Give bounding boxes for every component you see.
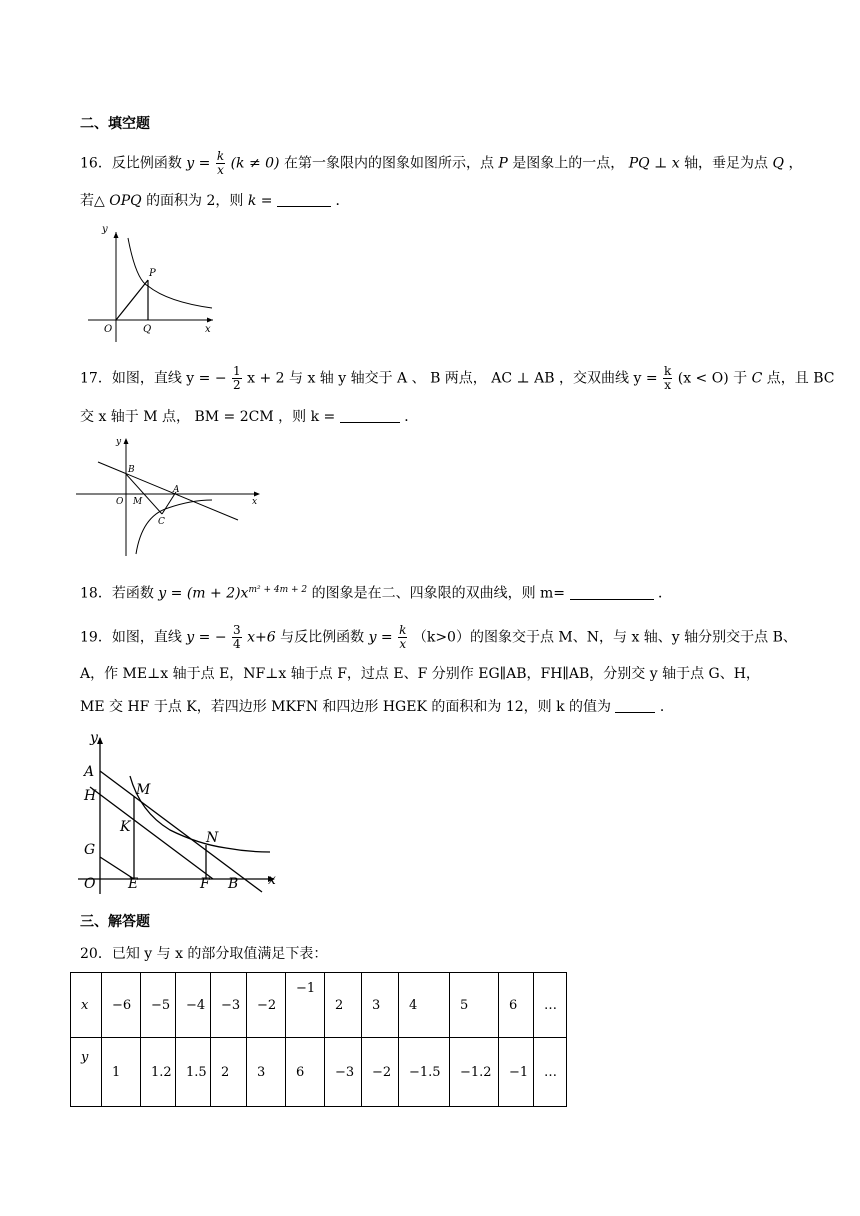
q17-frac1-den: 2	[233, 378, 241, 392]
fig19-label-e: E	[128, 876, 139, 892]
q16-number: 16．反比例函数	[80, 155, 182, 172]
table-cell: 6	[499, 973, 534, 1038]
q19-text-2: （k>0）的图象交于点 M、N，与 x 轴、y 轴分别交于点 B、	[412, 629, 797, 646]
q19-frac1-num: 3	[233, 623, 241, 637]
table-cell: …	[534, 973, 567, 1038]
q18-end: ．	[657, 585, 672, 602]
fig16-x-arrow-icon	[207, 318, 213, 323]
table-cell: −5	[141, 973, 176, 1038]
q17-point-c: C	[751, 370, 763, 387]
q17-fraction-1	[232, 365, 242, 392]
q19-frac2-den: x	[399, 637, 407, 651]
fig19-label-n: N	[206, 830, 219, 846]
table-cell: −1	[499, 1038, 534, 1107]
q18-answer-blank[interactable]	[570, 585, 654, 600]
q16-text-6: 的面积为 2，则	[146, 193, 244, 209]
table-cell: −1.2	[450, 1038, 499, 1107]
table-cell: 1.2	[141, 1038, 176, 1107]
q17-text-4: 点，且 BC	[766, 370, 835, 387]
table-cell: −2	[247, 973, 286, 1038]
fig19-label-g: G	[84, 842, 96, 858]
fig17-label-a: A	[173, 485, 180, 495]
q17-ac-perp: AC ⊥ AB	[491, 370, 555, 387]
q18-exponent: m² + 4m + 2	[248, 585, 308, 595]
question-16-line-2	[80, 191, 349, 211]
q17-number: 17．如图，直线	[80, 370, 182, 387]
table-cell: 2	[325, 973, 362, 1038]
table-cell: 3	[362, 973, 399, 1038]
question-19-line-2	[80, 664, 760, 684]
q16-text-1: 在第一象限内的图象如图所示，点	[283, 155, 494, 172]
value-table	[70, 972, 567, 1107]
fig19-label-y: y	[90, 730, 98, 746]
q17-k: k =	[310, 409, 336, 425]
fig19-label-f: F	[200, 876, 210, 892]
question-19-line-1	[80, 624, 797, 651]
q19-end: ．	[659, 699, 674, 715]
fig19-line-fh	[90, 787, 213, 879]
table-cell: 4	[399, 973, 450, 1038]
fig19-hyperbola	[130, 776, 270, 852]
fig16-hyperbola	[128, 238, 212, 308]
figure-19	[78, 726, 283, 896]
q16-fraction	[216, 150, 225, 177]
q16-frac-den: x	[217, 163, 224, 177]
fig19-label-h: H	[84, 788, 97, 804]
q19-text-4: ME 交 HF 于点 K，若四边形 MKFN 和四边形 HGEK 的面积和为 12，则 k 的值为	[80, 699, 612, 715]
q17-end: ．	[404, 409, 419, 425]
q19-fraction-2	[398, 624, 407, 651]
figure-16	[88, 222, 218, 342]
q17-bm-eq: BM = 2CM	[194, 409, 274, 425]
q16-condition: (k ≠ 0)	[230, 155, 280, 172]
table-cell: 5	[450, 973, 499, 1038]
q17-frac1-num: 1	[233, 364, 241, 378]
q19-fraction-1	[232, 624, 242, 651]
q17-eq1-left: y = −	[186, 370, 227, 387]
fig16-label-y: y	[102, 224, 108, 235]
q17-text-5: 交 x 轴于 M 点，	[80, 409, 191, 425]
section-heading-solve: 三、解答题	[80, 914, 150, 930]
q18-text-1: 的图象是在二、四象限的双曲线，则 m=	[311, 585, 566, 602]
q17-text-2: ，交双曲线	[559, 370, 630, 387]
question-19-line-3	[80, 697, 674, 717]
fig17-segment-ac	[162, 492, 176, 514]
q19-answer-blank[interactable]	[615, 698, 655, 713]
q18-number: 18．若函数	[80, 585, 154, 602]
q19-eq2-left: y =	[368, 629, 393, 646]
table-cell: −2	[362, 1038, 399, 1107]
q16-k: k =	[247, 193, 273, 209]
fig17-label-m: M	[133, 497, 143, 507]
table-cell: 1	[102, 1038, 141, 1107]
q19-text-1: 与反比例函数	[280, 629, 365, 646]
q16-text-3: 轴，垂足为点	[684, 155, 769, 172]
q19-eq1-right: x+6	[247, 629, 276, 646]
fig19-label-a: A	[84, 764, 95, 780]
q16-triangle-opq: OPQ	[109, 193, 142, 209]
fig17-x-arrow-icon	[254, 492, 260, 497]
fig17-label-o: O	[116, 497, 124, 507]
table-row-y	[71, 1038, 567, 1107]
q17-text-3: 于	[733, 370, 748, 387]
table-row-x	[71, 973, 567, 1038]
question-20: 20．已知 y 与 x 的部分取值满足下表：	[80, 946, 328, 962]
q16-answer-blank[interactable]	[277, 192, 331, 207]
table-cell: −1.5	[399, 1038, 450, 1107]
table-cell: …	[534, 1038, 567, 1107]
table-cell: −3	[325, 1038, 362, 1107]
question-18	[80, 580, 672, 604]
fig17-label-x: x	[252, 497, 258, 507]
fig17-hyperbola	[136, 500, 212, 554]
fig17-label-y: y	[116, 437, 122, 447]
fig17-line-ab	[98, 462, 238, 520]
table-cell: 3	[247, 1038, 286, 1107]
q17-answer-blank[interactable]	[340, 408, 400, 423]
figure-17	[76, 436, 266, 558]
table-cell: 2	[211, 1038, 247, 1107]
q16-point-p: P	[498, 155, 508, 172]
q16-text-4: ，	[788, 155, 803, 172]
table-cell: −6	[102, 973, 141, 1038]
q16-text-2: 是图象上的一点，	[512, 155, 625, 172]
q16-pq-perp: PQ ⊥ x	[628, 155, 680, 172]
q19-eq1-left: y = −	[186, 629, 227, 646]
fig17-label-c: C	[158, 517, 165, 527]
fig17-label-b: B	[128, 465, 135, 475]
fig16-label-p: P	[149, 268, 156, 279]
q17-frac2-den: x	[664, 378, 672, 392]
table-cell: −3	[211, 973, 247, 1038]
table-cell: −4	[176, 973, 211, 1038]
table-cell: 1.5	[176, 1038, 211, 1107]
fig16-label-x: x	[205, 324, 211, 335]
q18-equation: y = (m + 2)x	[158, 585, 249, 602]
fig16-label-o: O	[104, 324, 113, 335]
fig16-label-q: Q	[143, 324, 152, 335]
q17-condition: (x < O)	[677, 370, 729, 387]
q17-eq1-right: x + 2	[247, 370, 285, 387]
q19-frac1-den: 4	[233, 637, 241, 651]
q17-fraction-2	[663, 365, 672, 392]
question-16-line-1	[80, 150, 802, 177]
question-17-line-1	[80, 365, 834, 392]
q16-point-q: Q	[772, 155, 784, 172]
fig19-label-m: M	[136, 782, 151, 798]
table-header-y: y	[71, 1038, 102, 1107]
fig16-y-arrow-icon	[114, 232, 119, 238]
q17-text-1: 与 x 轴 y 轴交于 A 、 B 两点，	[289, 370, 487, 387]
table-cell: −1	[286, 973, 325, 1038]
q19-frac2-num: k	[399, 623, 407, 637]
fig19-label-o: O	[84, 876, 96, 892]
fig19-label-b: B	[228, 876, 239, 892]
q16-func: y =	[186, 155, 211, 172]
q17-frac2-num: k	[664, 364, 672, 378]
table-cell: 6	[286, 1038, 325, 1107]
fig16-op	[116, 280, 148, 320]
question-17-line-2	[80, 407, 418, 427]
q19-number: 19．如图，直线	[80, 629, 182, 646]
q19-text-3: A，作 ME⊥x 轴于点 E，NF⊥x 轴于点 F，过点 E、F 分别作 EG∥AB，FH∥AB，分别交 y 轴于点 G、H，	[80, 666, 760, 682]
fig19-label-k: K	[120, 819, 131, 835]
q16-text-5: 若△	[80, 193, 105, 209]
section-heading-fill-in: 二、填空题	[80, 116, 150, 132]
q17-text-6: ，则	[278, 409, 307, 425]
q17-eq2-left: y =	[633, 370, 658, 387]
table-header-x: x	[71, 973, 102, 1038]
q16-frac-num: k	[216, 149, 225, 163]
fig17-y-arrow-icon	[124, 438, 129, 444]
q16-end: ．	[335, 193, 350, 209]
fig19-label-x: x	[268, 872, 276, 888]
